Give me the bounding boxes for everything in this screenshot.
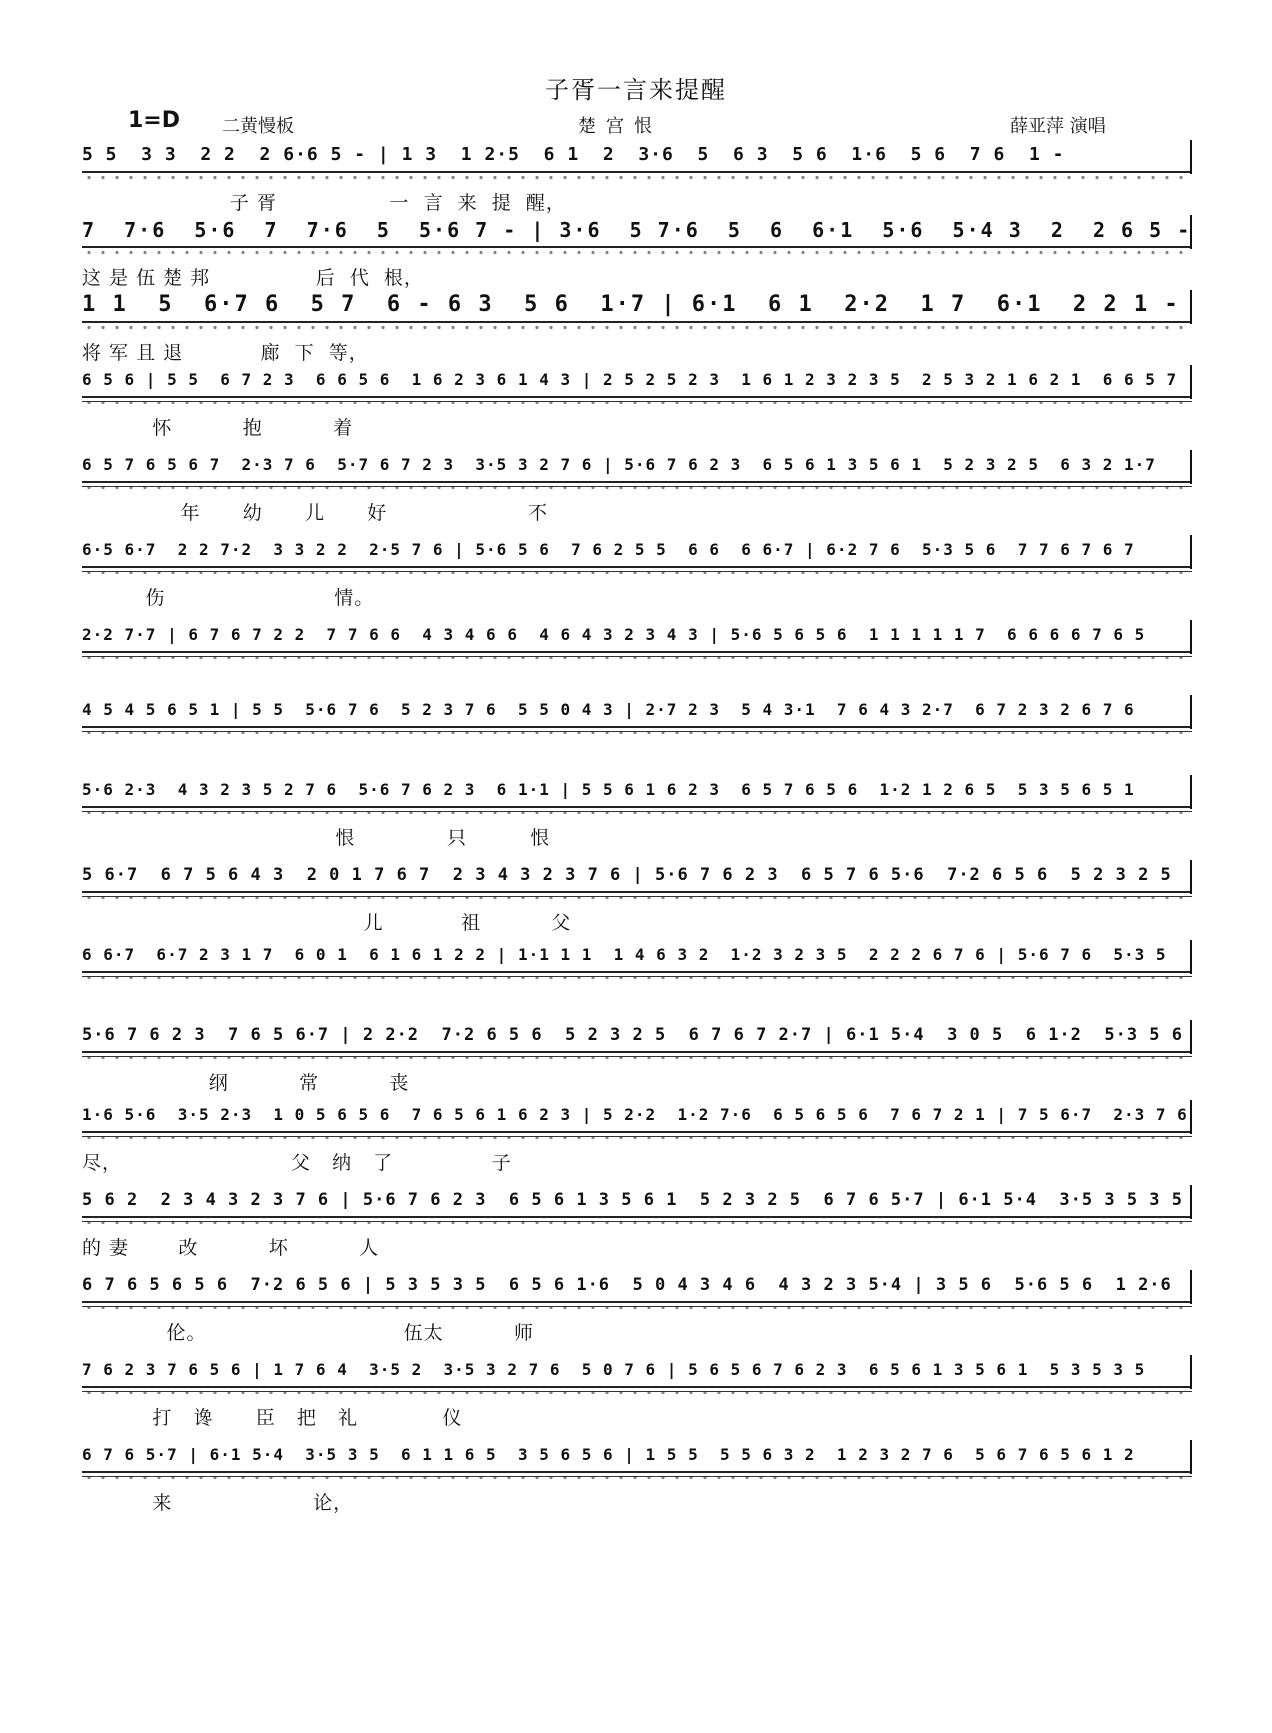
end-barline	[1190, 1020, 1192, 1054]
jianpu-notes: 5 5 3 3 2 2 2 6·6 5 - | 1 3 1 2·5 6 1 2 3·6 5 6 3 5 6 1·6 5 6 7 6 1 -	[82, 144, 1065, 165]
jianpu-notes: 1 1 5 6·7 6 5 7 6 - 6 3 5 6 1·7 | 6·1 6 1 2·2 1 7 6·1 2 2 1 -	[82, 292, 1180, 317]
end-barline	[1190, 695, 1192, 729]
beam-line	[82, 566, 1192, 568]
notation-line	[82, 535, 1192, 579]
jianpu-notes: 4 5 4 5 6 5 1 | 5 5 5·6 7 6 5 2 3 7 6 5 5 0 4 3 | 2·7 2 3 5 4 3·1 7 6 4 3 2·7 6 7 2 3 2 6 7 6	[82, 700, 1135, 719]
score-system	[82, 365, 1192, 453]
lyric-line: 怀 抱 着	[82, 417, 354, 439]
beam-line	[82, 651, 1192, 653]
beam-line	[82, 396, 1192, 398]
lyric-line: 将 军 且 退 廊 下 等，	[82, 342, 369, 364]
beam-line	[82, 891, 1192, 893]
key-signature: 1=D	[128, 108, 181, 133]
beam-line-secondary	[82, 731, 1192, 732]
lyric-line: 伦。 伍太 师	[82, 1322, 534, 1344]
jianpu-notes: 6 6·7 6·7 2 3 1 7 6 0 1 6 1 6 1 2 2 | 1·1 1 1 1 4 6 3 2 1·2 3 2 3 5 2 2 2 6 7 6 | 5·6 7 6 5·3 5	[82, 945, 1167, 964]
jianpu-notes: 2·2 7·7 | 6 7 6 7 2 2 7 7 6 6 4 3 4 6 6 4 6 4 3 2 3 4 3 | 5·6 5 6 5 6 1 1 1 1 1 7 6 6 6 6 7 6 5	[82, 625, 1146, 644]
end-barline	[1190, 215, 1192, 249]
end-barline	[1190, 860, 1192, 894]
end-barline	[1190, 140, 1192, 174]
notation-line	[82, 1440, 1192, 1484]
beam-line-secondary	[82, 1221, 1192, 1222]
jianpu-notes: 6·5 6·7 2 2 7·2 3 3 2 2 2·5 7 6 | 5·6 5 6 7 6 2 5 5 6 6 6 6·7 | 6·2 7 6 5·3 5 6 7 7 6 7 6 7	[82, 540, 1135, 559]
lyric-line: 这 是 伍 楚 邦 后 代 根，	[82, 267, 424, 289]
jianpu-notes: 6 5 7 6 5 6 7 2·3 7 6 5·7 6 7 2 3 3·5 3 2 7 6 | 5·6 7 6 2 3 6 5 6 1 3 5 6 1 5 2 3 2 5 6 3 2 1·7	[82, 455, 1156, 474]
jianpu-notes: 6 7 6 5·7 | 6·1 5·4 3·5 3 5 6 1 1 6 5 3 5 6 5 6 | 1 5 5 5 5 6 3 2 1 2 3 2 7 6 5 6 7 6 5 6 1 2	[82, 1445, 1135, 1464]
beam-line-secondary	[82, 1306, 1192, 1307]
score-system	[82, 450, 1192, 538]
beam-line	[82, 1216, 1192, 1218]
lyric-line: 的 妻 改 坏 人	[82, 1237, 380, 1259]
beam-line-secondary	[82, 811, 1192, 812]
lyric-line: 伤 情。	[82, 587, 375, 609]
beam-line	[82, 171, 1192, 173]
beam-line-secondary	[82, 1136, 1192, 1137]
notation-line	[82, 1355, 1192, 1399]
beam-line	[82, 321, 1192, 323]
singer-credit: 薛亚萍 演唱	[1010, 116, 1106, 137]
beam-line	[82, 1131, 1192, 1133]
song-title: 子胥一言来提醒	[545, 76, 727, 104]
jianpu-notes: 1·6 5·6 3·5 2·3 1 0 5 6 5 6 7 6 5 6 1 6 2 3 | 5 2·2 1·2 7·6 6 5 6 5 6 7 6 7 2 1 | 7 5 6·7 2·3 7 6	[82, 1105, 1188, 1124]
score-system	[82, 1020, 1192, 1108]
beam-line	[82, 1386, 1192, 1388]
score-system	[82, 1100, 1192, 1188]
end-barline	[1190, 450, 1192, 484]
end-barline	[1190, 1355, 1192, 1389]
notation-line	[82, 1020, 1192, 1064]
jianpu-notes: 5·6 7 6 2 3 7 6 5 6·7 | 2 2·2 7·2 6 5 6 5 2 3 2 5 6 7 6 7 2·7 | 6·1 5·4 3 0 5 6 1·2 5·3 5 6	[82, 1025, 1184, 1045]
lyric-line: 纲 常 丧	[82, 1072, 410, 1094]
score-system	[82, 1270, 1192, 1358]
beam-line-secondary	[82, 401, 1192, 402]
lyric-line: 儿 祖 父	[82, 912, 572, 934]
notation-line	[82, 695, 1192, 739]
notation-line	[82, 290, 1192, 334]
lyric-line: 子 胥 一 言 来 提 醒，	[82, 192, 566, 214]
beam-line-secondary	[82, 1056, 1192, 1057]
jianpu-notes: 6 7 6 5 6 5 6 7·2 6 5 6 | 5 3 5 3 5 6 5 6 1·6 5 0 4 3 4 6 4 3 2 3 5·4 | 3 5 6 5·6 5 6 1 2·6	[82, 1275, 1172, 1295]
beam-line-secondary	[82, 1476, 1192, 1477]
end-barline	[1190, 775, 1192, 809]
jianpu-notes: 7 7·6 5·6 7 7·6 5 5·6 7 - | 3·6 5 7·6 5 6 6·1 5·6 5·4 3 2 2 6 5 -	[82, 218, 1192, 242]
score-system	[82, 1185, 1192, 1273]
end-barline	[1190, 1440, 1192, 1474]
beam-line	[82, 481, 1192, 483]
score-system	[82, 695, 1192, 783]
end-barline	[1190, 940, 1192, 974]
jianpu-notes: 5·6 2·3 4 3 2 3 5 2 7 6 5·6 7 6 2 3 6 1·1 | 5 5 6 1 6 2 3 6 5 7 6 5 6 1·2 1 2 6 5 5 3 5 6 5 1	[82, 780, 1135, 799]
score-system	[82, 775, 1192, 863]
beam-line-secondary	[82, 896, 1192, 897]
end-barline	[1190, 1185, 1192, 1219]
end-barline	[1190, 620, 1192, 654]
jianpu-notes: 5 6·7 6 7 5 6 4 3 2 0 1 7 6 7 2 3 4 3 2 3 7 6 | 5·6 7 6 2 3 6 5 7 6 5·6 7·2 6 5 6 5 2 3 2 5	[82, 865, 1172, 885]
lyric-line: 打 谗 臣 把 礼 仪	[82, 1407, 463, 1429]
notation-line	[82, 140, 1192, 184]
lyric-line: 尽， 父 纳 了 子	[82, 1152, 512, 1174]
score-system	[82, 1355, 1192, 1443]
beam-line-secondary	[82, 656, 1192, 657]
notation-line	[82, 450, 1192, 494]
lyric-line: 年 幼 儿 好 不	[82, 502, 549, 524]
end-barline	[1190, 290, 1192, 324]
end-barline	[1190, 535, 1192, 569]
notation-line	[82, 940, 1192, 984]
beam-line-secondary	[82, 486, 1192, 487]
end-barline	[1190, 1100, 1192, 1134]
jianpu-notes: 6 5 6 | 5 5 6 7 2 3 6 6 5 6 1 6 2 3 6 1 4 3 | 2 5 2 5 2 3 1 6 1 2 3 2 3 5 2 5 3 2 1 6 2 1 6 6 5 7	[82, 370, 1178, 389]
notation-line	[82, 860, 1192, 904]
beam-line	[82, 726, 1192, 728]
beam-line-secondary	[82, 976, 1192, 977]
jianpu-notes: 7 6 2 3 7 6 5 6 | 1 7 6 4 3·5 2 3·5 3 2 7 6 5 0 7 6 | 5 6 5 6 7 6 2 3 6 5 6 1 3 5 6 1 5 3 5 3 5	[82, 1360, 1146, 1379]
jianpu-notes: 5 6 2 2 3 4 3 2 3 7 6 | 5·6 7 6 2 3 6 5 6 1 3 5 6 1 5 2 3 2 5 6 7 6 5·7 | 6·1 5·4 3·5 3 5 3 5	[82, 1190, 1184, 1210]
beam-line	[82, 246, 1192, 248]
beam-line	[82, 1301, 1192, 1303]
lyric-line: 恨 只 恨	[82, 827, 551, 849]
tempo-marking: 二黄慢板	[222, 116, 294, 137]
lyric-line: 来 论，	[82, 1492, 354, 1514]
beam-line	[82, 1051, 1192, 1053]
end-barline	[1190, 1270, 1192, 1304]
notation-line	[82, 620, 1192, 664]
score-system	[82, 940, 1192, 1028]
beam-line-secondary	[82, 571, 1192, 572]
notation-line	[82, 365, 1192, 409]
score-system	[82, 535, 1192, 623]
notation-line	[82, 215, 1192, 259]
notation-line	[82, 775, 1192, 819]
beam-line	[82, 1471, 1192, 1473]
score-system	[82, 1440, 1192, 1528]
notation-line	[82, 1185, 1192, 1229]
beam-line	[82, 806, 1192, 808]
beam-line	[82, 971, 1192, 973]
play-name: 楚宫恨	[578, 116, 662, 137]
notation-line	[82, 1270, 1192, 1314]
beam-line-secondary	[82, 1391, 1192, 1392]
end-barline	[1190, 365, 1192, 399]
score-system	[82, 860, 1192, 948]
notation-line	[82, 1100, 1192, 1144]
